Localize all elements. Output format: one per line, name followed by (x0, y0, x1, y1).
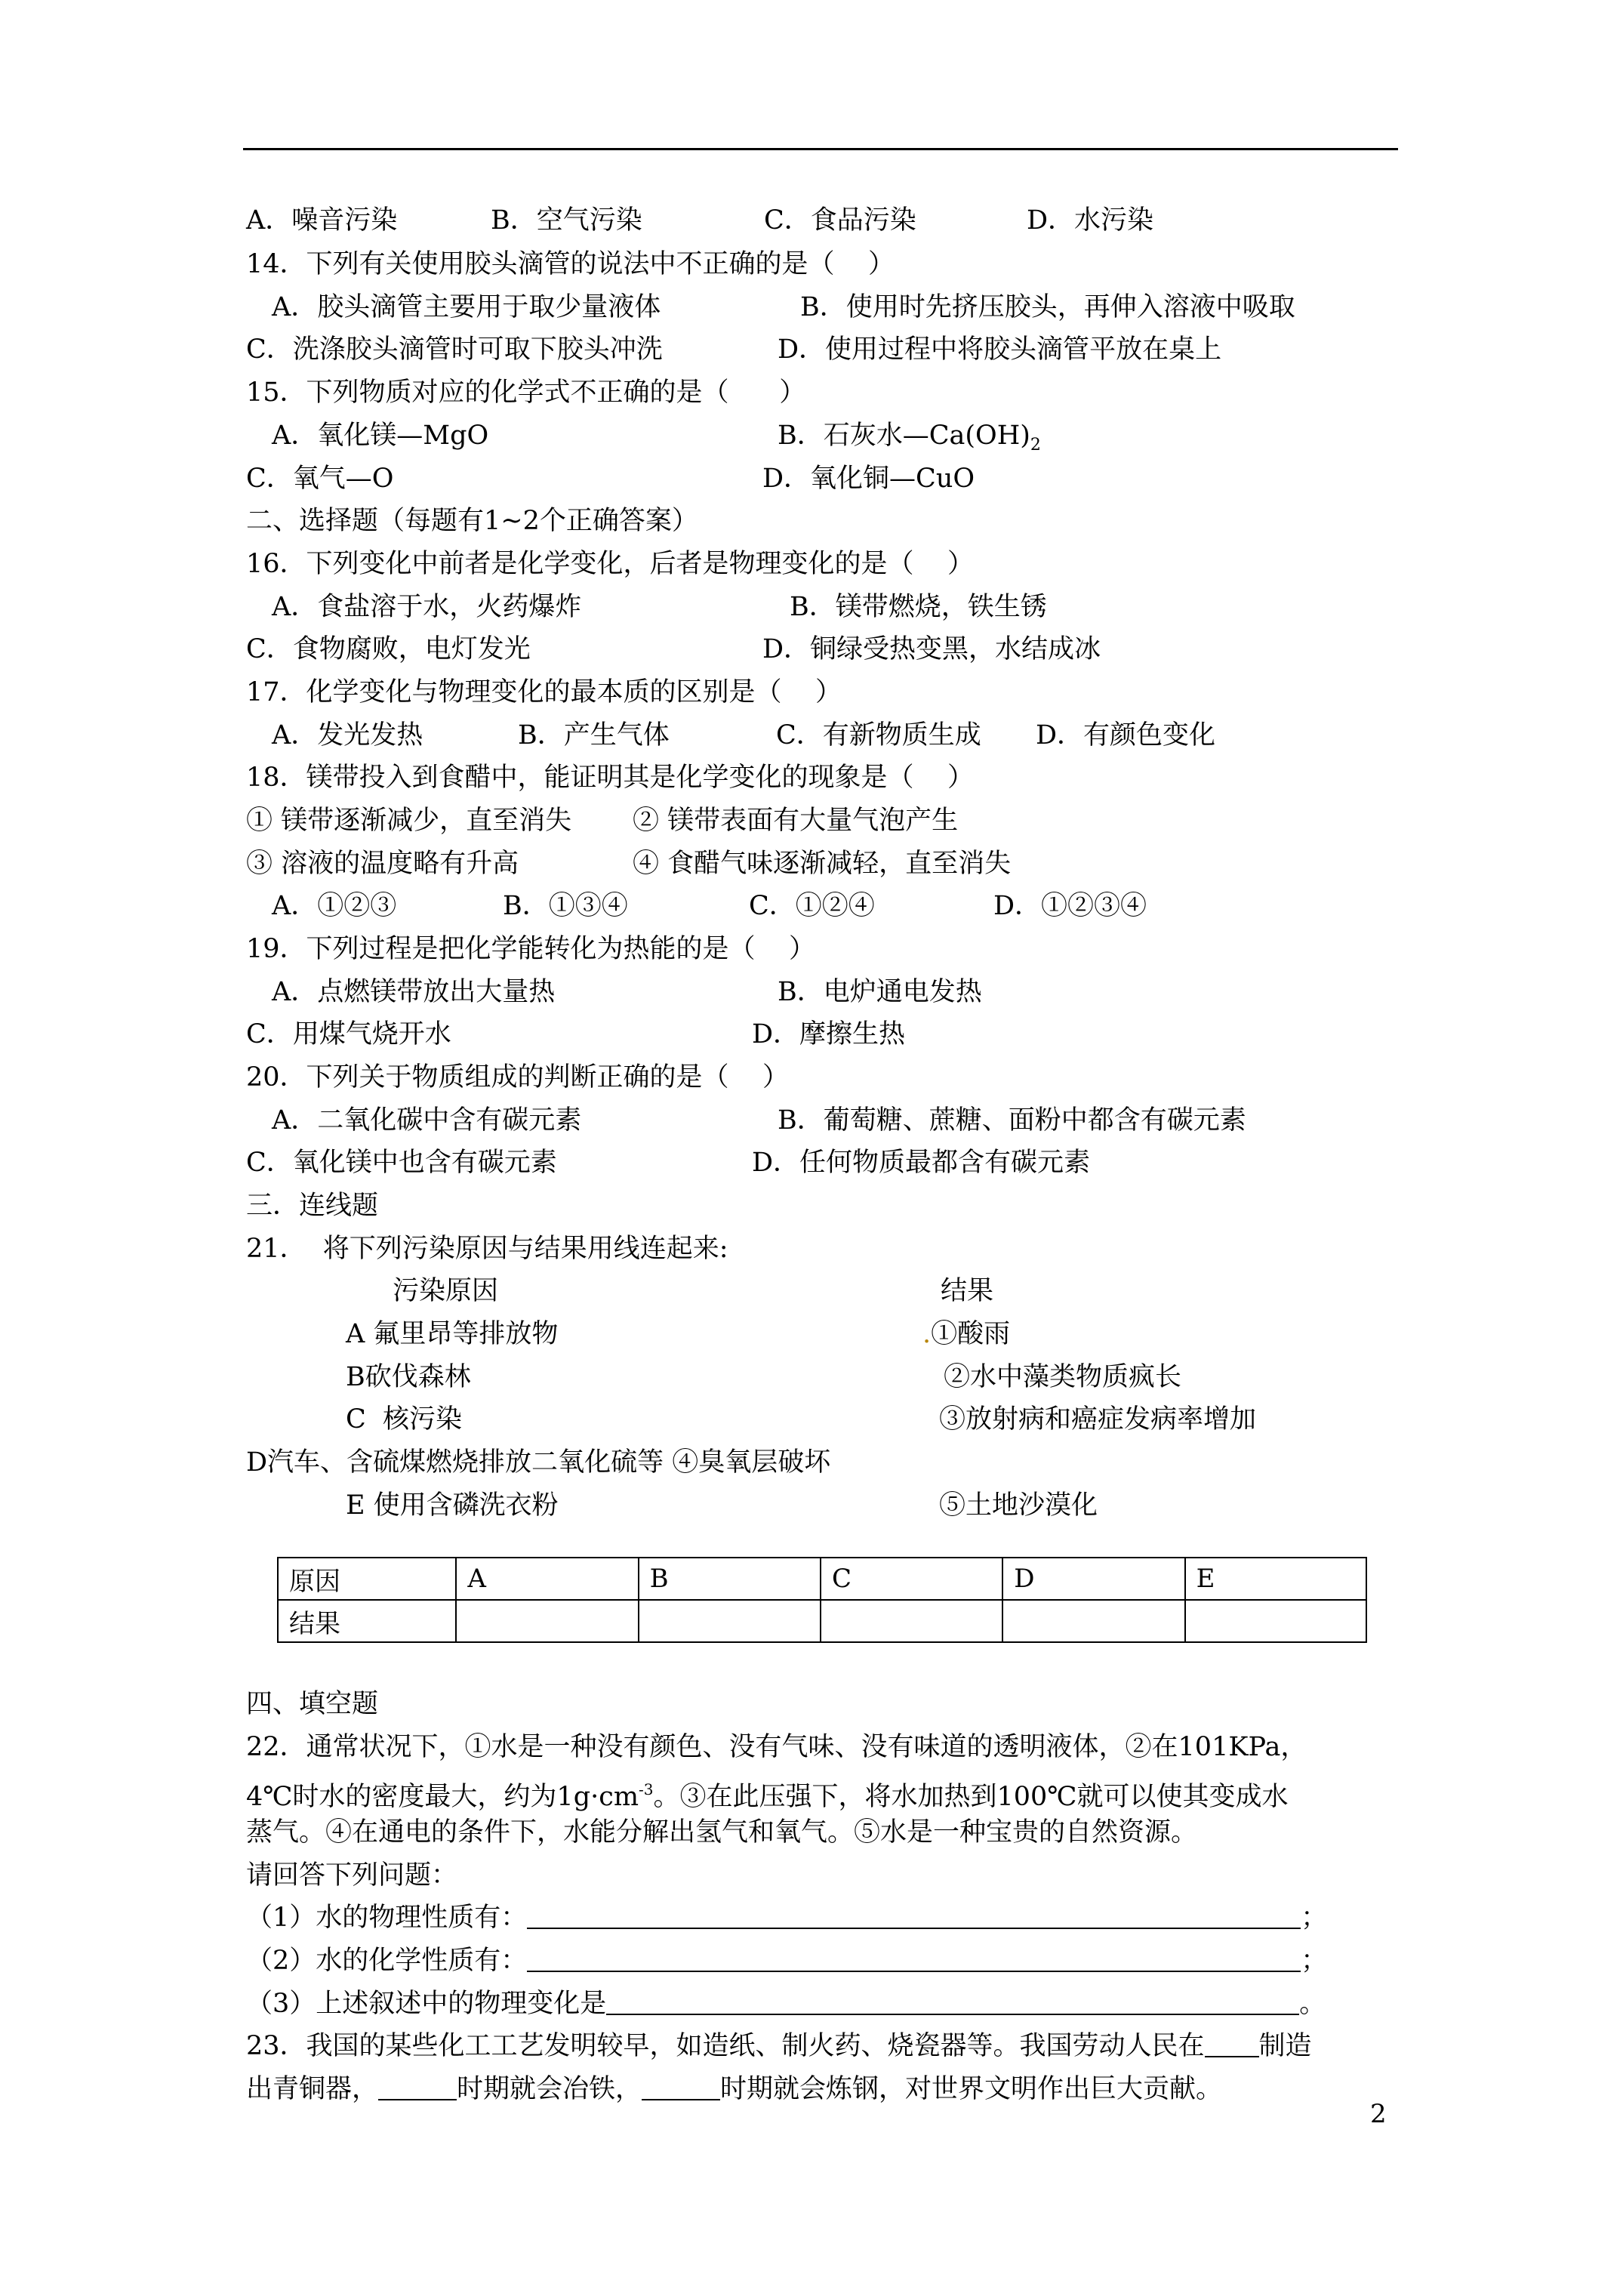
q18-statement-1: ① 镁带逐渐减少，直至消失 (246, 806, 572, 836)
q22-line-3: 蒸气。④在通电的条件下，水能分解出氢气和氧气。⑤水是一种宝贵的自然资源。 (246, 1817, 1198, 1848)
q20-option-b: B．葡萄糖、蔗糖、面粉中都含有碳元素 (778, 1105, 1246, 1136)
q15-option-d: D．氧化铜—CuO (762, 464, 975, 494)
answer-cell-d[interactable] (1002, 1600, 1184, 1642)
table-row (278, 1558, 1366, 1600)
q18-statement-2: ② 镁带表面有大量气泡产生 (633, 806, 959, 836)
q19-option-a: A．点燃镁带放出大量热 (272, 977, 556, 1007)
q17-option-b: B．产生气体 (518, 720, 670, 750)
q19-option-d: D．摩擦生热 (752, 1019, 906, 1049)
q22-part-3: （3）上述叙述中的物理变化是 。 (246, 1989, 1326, 2019)
q22-line-2: 4℃时水的密度最大，约为$1g\cdot cm^{-3}$。③在此压强下，将水加热到100℃就可以使其变成水 (246, 1780, 1289, 1812)
q13-option-a: A．噪音污染 (246, 205, 398, 236)
table-header-cell: B (639, 1558, 821, 1600)
q16-option-c: C．食物腐败，电灯发光 (246, 634, 531, 664)
answer-cell-c[interactable] (821, 1600, 1002, 1642)
q14-option-d: D．使用过程中将胶头滴管平放在桌上 (778, 334, 1222, 365)
q14-option-c: C．洗涤胶头滴管时可取下胶头冲洗 (246, 334, 663, 365)
answer-blank[interactable] (378, 2073, 457, 2100)
q23-line-1: 23．我国的某些化工工艺发明较早，如造纸、制火药、烧瓷器等。我国劳动人民在 制造 (246, 2031, 1312, 2061)
q22-part-1: （1）水的物理性质有： ； (246, 1903, 1328, 1933)
q20-option-c: C．氧化镁中也含有碳元素 (246, 1148, 557, 1178)
q21-cause-e: E 使用含磷洗衣粉 (346, 1490, 559, 1521)
q13-option-d: D．水污染 (1027, 205, 1154, 236)
q21-cause-d-and-result-4: D汽车、含硫煤燃烧排放二氧化硫等 ④臭氧层破坏 (246, 1447, 831, 1478)
q17-stem: 17．化学变化与物理变化的最本质的区别是（ ） (246, 677, 842, 707)
section-3-heading: 三．连线题 (246, 1191, 379, 1221)
q21-stem: 21． 将下列污染原因与结果用线连起来: (246, 1234, 728, 1264)
q15-option-b: B．石灰水$—Ca(OH)_2$ (778, 421, 1041, 455)
q19-stem: 19．下列过程是把化学能转化为热能的是（ ） (246, 934, 816, 964)
q20-option-d: D．任何物质最都含有碳元素 (752, 1148, 1091, 1178)
q21-result-2: ②水中藻类物质疯长 (944, 1362, 1182, 1392)
table-header-cell: E (1185, 1558, 1366, 1600)
table-header-cell: 原因 (278, 1558, 456, 1600)
q21-cause-header: 污染原因 (393, 1276, 499, 1306)
q23-line-2: 出青铜器， 时期就会冶铁， 时期就会炼钢，对世界文明作出巨大贡献。 (246, 2074, 1223, 2104)
q14-option-b: B．使用时先挤压胶头，再伸入溶液中吸取 (800, 292, 1295, 322)
q15-option-a: A．氧化镁—MgO (272, 421, 489, 451)
q16-option-a: A．食盐溶于水，火药爆炸 (272, 592, 582, 622)
q20-stem: 20．下列关于物质组成的判断正确的是（ ） (246, 1062, 790, 1093)
table-header-cell: D (1002, 1558, 1184, 1600)
q18-statement-4: ④ 食醋气味逐渐减轻，直至消失 (633, 849, 1012, 879)
q14-option-a: A．胶头滴管主要用于取少量液体 (272, 292, 661, 322)
header-rule (243, 148, 1398, 150)
q18-option-a: A．①②③ (272, 891, 397, 921)
q21-answer-table (277, 1557, 1367, 1643)
answer-blank[interactable] (642, 2073, 720, 2100)
table-header-cell: C (821, 1558, 1002, 1600)
q14-stem: 14．下列有关使用胶头滴管的说法中不正确的是（ ） (246, 249, 895, 279)
q16-option-d: D．铜绿受热变黑，水结成冰 (762, 634, 1101, 664)
q21-result-1: .①酸雨 (922, 1319, 1011, 1349)
q16-stem: 16．下列变化中前者是化学变化，后者是物理变化的是（ ） (246, 549, 975, 579)
answer-cell-b[interactable] (639, 1600, 821, 1642)
q18-option-d: D．①②③④ (993, 891, 1147, 921)
answer-cell-e[interactable] (1185, 1600, 1366, 1642)
q18-option-b: B．①③④ (503, 891, 628, 921)
q21-cause-c: C 核污染 (346, 1404, 463, 1435)
answer-blank[interactable] (606, 1988, 1299, 2015)
answer-blank[interactable] (527, 1902, 1301, 1929)
q21-cause-b: B砍伐森林 (346, 1362, 471, 1392)
q22-part-2: （2）水的化学性质有： ； (246, 1946, 1328, 1976)
q21-cause-a: A 氟里昂等排放物 (346, 1319, 559, 1349)
answer-blank[interactable] (527, 1945, 1301, 1972)
q17-option-d: D．有颜色变化 (1036, 720, 1216, 750)
q13-option-c: C．食品污染 (764, 205, 916, 236)
page-number: 2 (1370, 2099, 1387, 2129)
q22-prompt: 请回答下列问题： (246, 1860, 458, 1891)
table-row (278, 1600, 1366, 1642)
q20-option-a: A．二氧化碳中含有碳元素 (272, 1105, 582, 1136)
q15-stem: 15．下列物质对应的化学式不正确的是（ ） (246, 378, 806, 408)
q21-result-5: ⑤土地沙漠化 (939, 1490, 1098, 1521)
q22-line-1: 22．通常状况下，①水是一种没有颜色、没有气味、没有味道的透明液体，②在101KPa， (246, 1732, 1307, 1762)
section-2-heading: 二、选择题（每题有1~2个正确答案） (246, 506, 698, 536)
q16-option-b: B．镁带燃烧，铁生锈 (790, 592, 1047, 622)
answer-cell-a[interactable] (456, 1600, 638, 1642)
q13-option-b: B．空气污染 (491, 205, 642, 236)
answer-blank[interactable] (1205, 2030, 1259, 2057)
section-4-heading: 四、填空题 (246, 1689, 379, 1719)
q19-option-c: C．用煤气烧开水 (246, 1019, 451, 1049)
q15-option-c: C．氧气—O (246, 464, 394, 494)
q18-stem: 18．镁带投入到食醋中，能证明其是化学变化的现象是（ ） (246, 763, 975, 793)
q21-result-3: ③放射病和癌症发病率增加 (939, 1404, 1257, 1435)
table-row-label: 结果 (278, 1600, 456, 1642)
q17-option-a: A．发光发热 (272, 720, 423, 750)
table-header-cell: A (456, 1558, 638, 1600)
q18-statement-3: ③ 溶液的温度略有升高 (246, 849, 519, 879)
q18-option-c: C．①②④ (749, 891, 875, 921)
q19-option-b: B．电炉通电发热 (778, 977, 982, 1007)
q17-option-c: C．有新物质生成 (776, 720, 981, 750)
q21-result-header: 结果 (941, 1276, 994, 1306)
